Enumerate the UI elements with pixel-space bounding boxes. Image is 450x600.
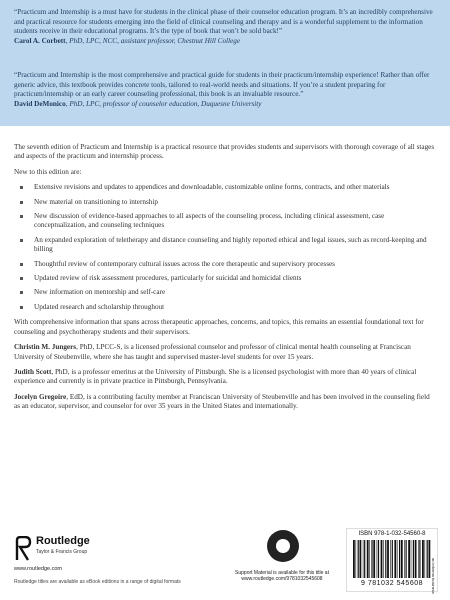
endorsement-attribution xyxy=(14,37,436,47)
bullet-icon xyxy=(20,277,23,280)
author-bio: Judith Scott, PhD, is a professor emeritus at the University of Pittsburgh. She is a licensed psychologist with more than 40 years of clinical experience and currently is in private practice in Pittsburgh, Pennsylvania. xyxy=(14,367,417,386)
bullet-icon xyxy=(20,306,23,309)
feature-item: New discussion of evidence-based approaches to all aspects of the counseling process, including clinical assessment, case conceptualization, and counseling techniques xyxy=(14,212,436,231)
feature-item: Updated research and scholarship throughout xyxy=(14,303,436,312)
summary-paragraph: With comprehensive information that spans across therapeutic approaches, concerns, and topics, this remains an essential foundational text for counseling and psychotherapy students and their supervisors. xyxy=(14,318,424,336)
side-code-text: an informa business xyxy=(431,558,436,594)
author-name: Christin M. Jungers xyxy=(14,343,77,352)
isbn-label: ISBN 978-1-032-54560-8 xyxy=(358,531,426,537)
bullet-icon xyxy=(20,201,23,204)
endorsement-quote: “Practicum and Internship is a must have for students in the clinical phase of their counselor education program. It’s an incredibly comprehensive and practical resource for students emerging into the field of clinical counseling and therapy and is a wonderful supplement to the information students receive in their educational programs. It’s the type of book that won’t be sold back!” xyxy=(14,8,433,36)
endorsement-attribution xyxy=(14,100,436,110)
ebook-footnote: Routledge titles are available as eBook editions in a range of digital formats xyxy=(14,579,181,585)
side-code xyxy=(431,528,446,594)
feature-list xyxy=(14,183,436,312)
endorsement-quote: “Practicum and Internship is the most comprehensive and practical guide for students in their practicum/internship experience! Rather than offer generic advice, this textbook provides concrete tools, tailored to real-world needs and situations. If you’re a student preparing for practicum/internship or an early career counseling professional, this book is an invaluable resource.” xyxy=(14,71,430,99)
barcode-icon xyxy=(353,540,431,578)
bullet-icon xyxy=(20,291,23,294)
new-edition-heading: New to this edition are: xyxy=(14,167,82,176)
endorser-credentials: , PhD, LPC, professor of counselor education, Duquesne University xyxy=(65,99,262,108)
feature-item: Thoughtful review of contemporary cultural issues across the core therapeutic and supervisory processes xyxy=(14,260,436,269)
feature-item: New information on mentorship and self-care xyxy=(14,288,436,297)
endorsement-2 xyxy=(14,71,436,109)
support-material-text: Support Material is available for this title at www.routledge.com/9781032545608 xyxy=(235,570,329,582)
intro-paragraph: The seventh edition of Practicum and Internship is a practical resource that provides students and supervisors with thorough coverage of all stages and aspects of the practicum and internship process. xyxy=(14,143,435,161)
endorsement-1 xyxy=(14,8,436,46)
feature-item: Updated review of risk assessment procedures, particularly for suicidal and homicidal clients xyxy=(14,274,436,283)
feature-item: Extensive revisions and updates to appendices and downloadable, customizable online forms, contracts, and other materials xyxy=(14,183,436,192)
isbn-barcode-block xyxy=(346,528,438,592)
author-bio: Christin M. Jungers, PhD, LPCC-S, is a licensed professional counselor and professor of clinical mental health counseling at Franciscan University of Steubenville, where she has taught and supervised master-level students for over 15 years. xyxy=(14,343,411,361)
publisher-group: Taylor & Francis Group xyxy=(36,549,88,555)
feature-item: An expanded exploration of teletherapy and distance counseling and highly reported ethical and legal issues, such as record-keeping and billing xyxy=(14,236,436,255)
bullet-icon xyxy=(20,263,23,266)
author-name: Jocelyn Gregoire xyxy=(14,392,67,401)
bullet-icon xyxy=(20,186,23,189)
publisher-logo xyxy=(14,534,124,574)
publisher-name: Routledge xyxy=(36,535,90,547)
publisher-url: www.routledge.com xyxy=(14,566,62,572)
author-bios xyxy=(14,343,436,411)
support-material-badge-icon xyxy=(267,530,299,562)
endorser-name: Carol A. Corbett xyxy=(14,36,66,45)
feature-item: New material on transitioning to internship xyxy=(14,198,436,207)
description-section xyxy=(14,143,436,418)
isbn-digits: 9 781032 545608 xyxy=(361,580,423,587)
bullet-icon xyxy=(20,215,23,218)
routledge-logo-icon xyxy=(14,536,32,562)
author-name: Judith Scott xyxy=(14,367,52,376)
endorser-credentials: , PhD, LPC, NCC, assistant professor, Chestnut Hill College xyxy=(65,36,241,45)
endorser-name: David DeMonico xyxy=(14,99,66,108)
author-bio: Jocelyn Gregoire, EdD, is a contributing faculty member at Franciscan University of Steubenville and has been involved in the counseling field as an educator, supervisor, and counselor for over 35 years in the United States and internationally. xyxy=(14,392,430,411)
bullet-icon xyxy=(20,239,23,242)
support-material xyxy=(232,530,332,590)
